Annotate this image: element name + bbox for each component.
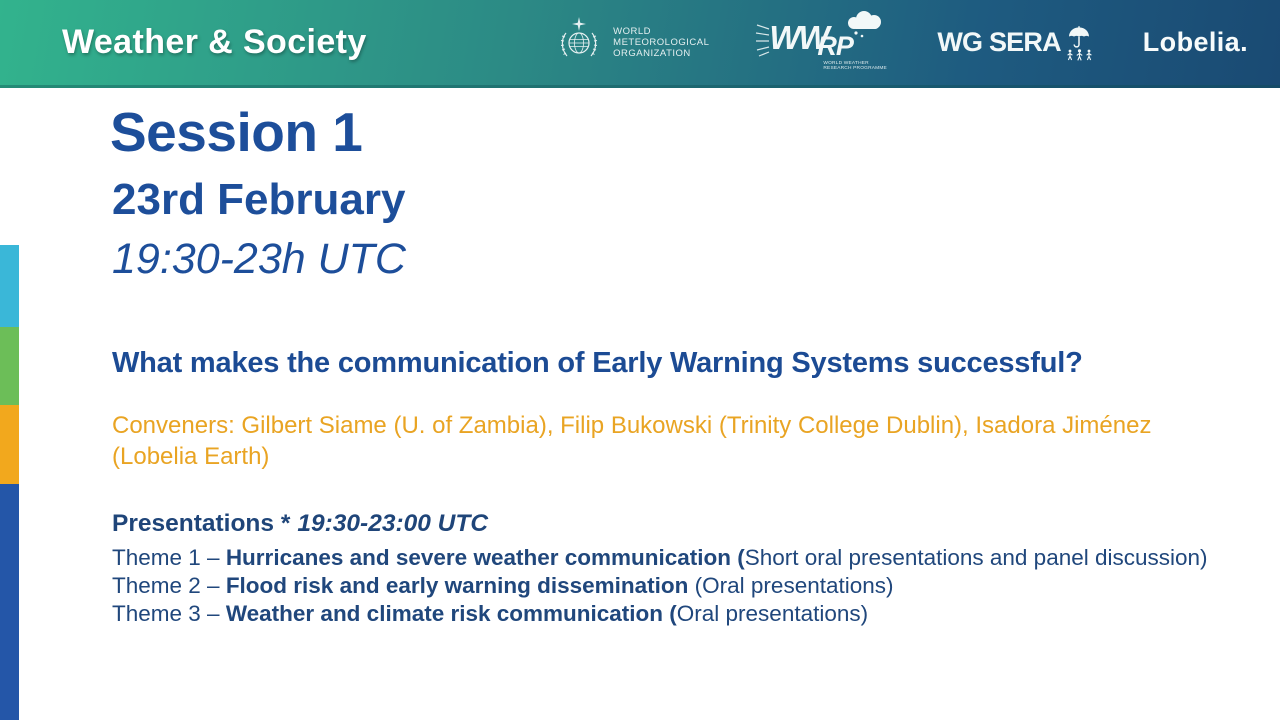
session-question: What makes the communication of Early Warning Systems successful? — [112, 347, 1083, 380]
presentations-heading-label: Presentations * — [112, 509, 291, 537]
lobelia-label: Lobelia. — [1142, 27, 1248, 57]
theme-3-format: Oral presentations) — [676, 600, 869, 626]
slide-content — [112, 88, 1272, 628]
wwrp-ww-text: WW — [769, 18, 828, 56]
accent-bar-blue — [0, 484, 19, 720]
accent-bar-orange — [0, 405, 19, 484]
accent-bar-cyan — [0, 245, 19, 327]
wwrp-rp-text: RP — [817, 30, 853, 61]
theme-2-format: (Oral presentations) — [688, 572, 894, 598]
theme-3-row — [112, 600, 1272, 628]
theme-1-row — [112, 544, 1272, 572]
theme-2-row — [112, 572, 1272, 600]
wmo-text-line: ORGANIZATION — [613, 48, 691, 59]
theme-1-title: Hurricanes and severe weather communication ( — [225, 544, 745, 570]
wwrp-subtitle — [823, 61, 887, 72]
theme-2-prefix: Theme 2 – — [112, 572, 226, 598]
lobelia-logo — [1143, 27, 1248, 58]
theme-2-title: Flood risk and early warning dissemination — [225, 572, 689, 598]
theme-1-format: Short oral presentations and panel discussion) — [744, 544, 1208, 570]
theme-3-prefix: Theme 3 – — [112, 600, 226, 626]
theme-1-prefix: Theme 1 – — [112, 544, 226, 570]
wmo-text-line: WORLD — [613, 26, 652, 37]
wmo-logo-text — [613, 26, 709, 59]
wwrp-logo — [759, 11, 887, 75]
wmo-text-line: METEOROLOGICAL — [613, 37, 710, 48]
presentations-heading — [112, 508, 1272, 540]
wwrp-subtitle-line: RESEARCH PROGRAMME — [823, 66, 887, 72]
session-date: 23rd February — [112, 174, 406, 224]
wg-sera-logo — [937, 24, 1092, 61]
umbrella-icon — [1068, 26, 1090, 49]
logo-row — [554, 11, 1248, 75]
header-bar — [0, 0, 1280, 88]
session-time: 19:30-23h UTC — [112, 234, 406, 283]
wg-sera-icon-group — [1066, 26, 1093, 61]
presentations-heading-time: 19:30-23:00 UTC — [297, 509, 489, 537]
brand-title: Weather & Society — [62, 23, 367, 61]
accent-bar-green — [0, 327, 19, 405]
people-icon — [1066, 49, 1093, 61]
wmo-emblem-icon — [554, 14, 604, 71]
wmo-logo — [554, 14, 709, 71]
wwrp-subtitle-line: WORLD WEATHER — [823, 60, 869, 66]
conveners-text: Conveners: Gilbert Siame (U. of Zambia), Filip Bukowski (Trinity College Dublin), Isadora Jiménez (Lobelia Earth) — [112, 411, 1152, 470]
session-title: Session 1 — [110, 101, 363, 163]
wg-sera-label: WG SERA — [937, 27, 1061, 57]
theme-3-title: Weather and climate risk communication ( — [225, 600, 677, 626]
